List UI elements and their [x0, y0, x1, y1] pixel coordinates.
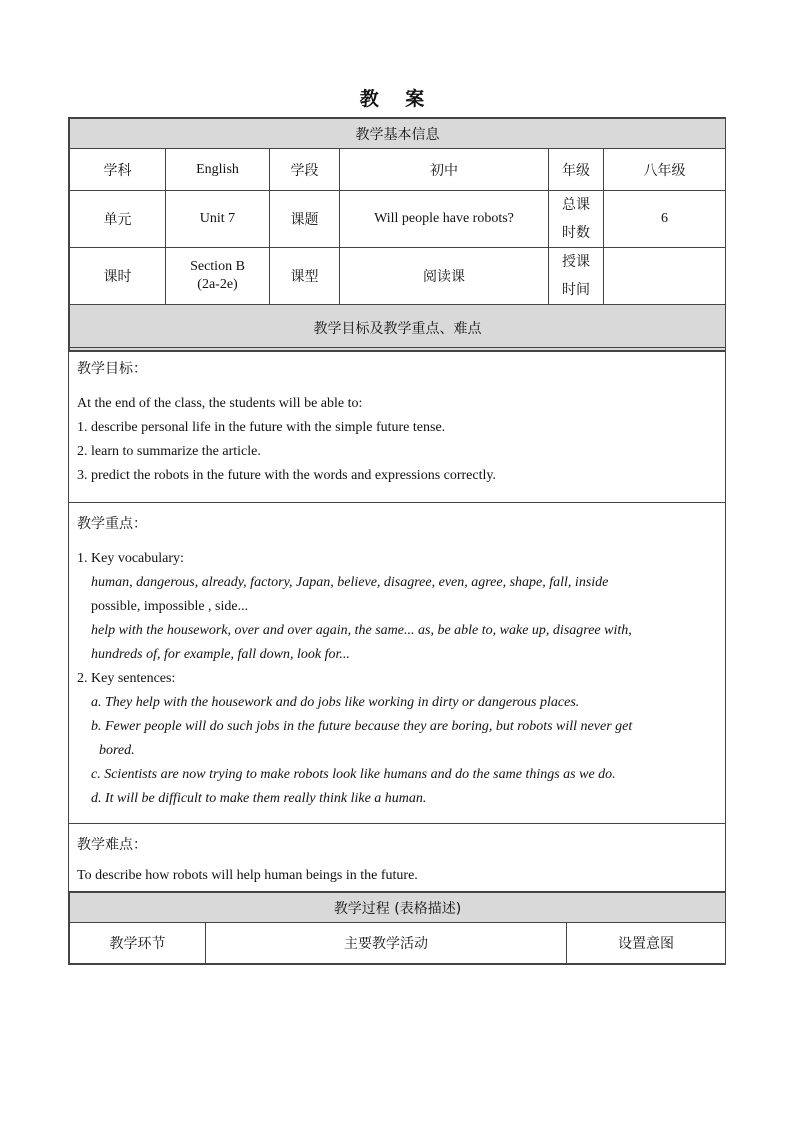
- teaching-goals-section: [68, 347, 726, 503]
- topic-label: 课题: [270, 191, 340, 248]
- process-table: [68, 891, 726, 965]
- subject-value: English: [166, 149, 270, 191]
- page-title: 教 案: [359, 88, 435, 110]
- process-header: 教学过程 (表格描述): [70, 893, 726, 923]
- total-hours-value: 6: [604, 191, 726, 248]
- unit-label: 单元: [70, 191, 166, 248]
- vocab-line: human, dangerous, already, factory, Japan, believe, disagree, even, agree, shape, fall, inside: [91, 575, 609, 590]
- total-hours-label: [549, 191, 604, 248]
- sentence-line: d. It will be difficult to make them really think like a human.: [91, 791, 427, 806]
- teaching-time-value: [604, 248, 726, 305]
- subject-label: 学科: [70, 149, 166, 191]
- vocab-line: hundreds of, for example, fall down, look for...: [91, 647, 350, 662]
- grade-label: 年级: [549, 149, 604, 191]
- difficult-points-section: [68, 823, 726, 892]
- stage-label: 学段: [270, 149, 340, 191]
- goals-intro: At the end of the class, the students will be able to:: [77, 396, 363, 411]
- teaching-time-label: [549, 248, 604, 305]
- total-hours-label-line1: 总课: [562, 197, 590, 213]
- period-value-line1: Section B: [190, 259, 245, 274]
- process-col-intent: 设置意图: [567, 923, 726, 964]
- lesson-type-label: 课型: [270, 248, 340, 305]
- teaching-goals-heading: 教学目标：: [77, 361, 147, 377]
- sentence-line: a. They help with the housework and do jobs like working in dirty or dangerous places.: [91, 695, 580, 710]
- sentences-label: 2. Key sentences:: [77, 671, 176, 686]
- difficult-points-text: To describe how robots will help human beings in the future.: [77, 868, 418, 883]
- basic-info-header: 教学基本信息: [70, 119, 726, 149]
- vocab-label: 1. Key vocabulary:: [77, 551, 184, 566]
- difficult-points-heading: 教学难点：: [77, 837, 147, 853]
- goal-item: 3. predict the robots in the future with the words and expressions correctly.: [77, 468, 496, 483]
- vocab-line: possible, impossible , side...: [91, 599, 249, 614]
- objectives-header: 教学目标及教学重点、难点: [70, 305, 726, 351]
- sentence-line: bored.: [99, 743, 135, 758]
- process-col-stage: 教学环节: [70, 923, 206, 964]
- key-points-heading: 教学重点：: [77, 516, 147, 532]
- teaching-time-label-line1: 授课: [562, 254, 590, 270]
- vocab-line: help with the housework, over and over again, the same... as, be able to, wake up, disagree with,: [91, 623, 632, 638]
- goal-item: 1. describe personal life in the future with the simple future tense.: [77, 420, 446, 435]
- total-hours-label-line2: 时数: [562, 225, 590, 241]
- period-label: 课时: [70, 248, 166, 305]
- sentence-line: c. Scientists are now trying to make robots look like humans and do the same things as we do.: [91, 767, 616, 782]
- unit-value: Unit 7: [166, 191, 270, 248]
- process-col-activities: 主要教学活动: [206, 923, 567, 964]
- topic-value: Will people have robots?: [340, 191, 549, 248]
- period-value-line2: (2a-2e): [197, 277, 238, 292]
- sentence-line: b. Fewer people will do such jobs in the future because they are boring, but robots will never get: [91, 719, 633, 734]
- lesson-type-value: 阅读课: [340, 248, 549, 305]
- stage-value: 初中: [340, 149, 549, 191]
- period-value: [166, 248, 270, 305]
- teaching-time-label-line2: 时间: [562, 282, 590, 298]
- basic-info-table: [68, 117, 726, 352]
- grade-value: 八年级: [604, 149, 726, 191]
- key-points-section: [68, 502, 726, 824]
- goal-item: 2. learn to summarize the article.: [77, 444, 261, 459]
